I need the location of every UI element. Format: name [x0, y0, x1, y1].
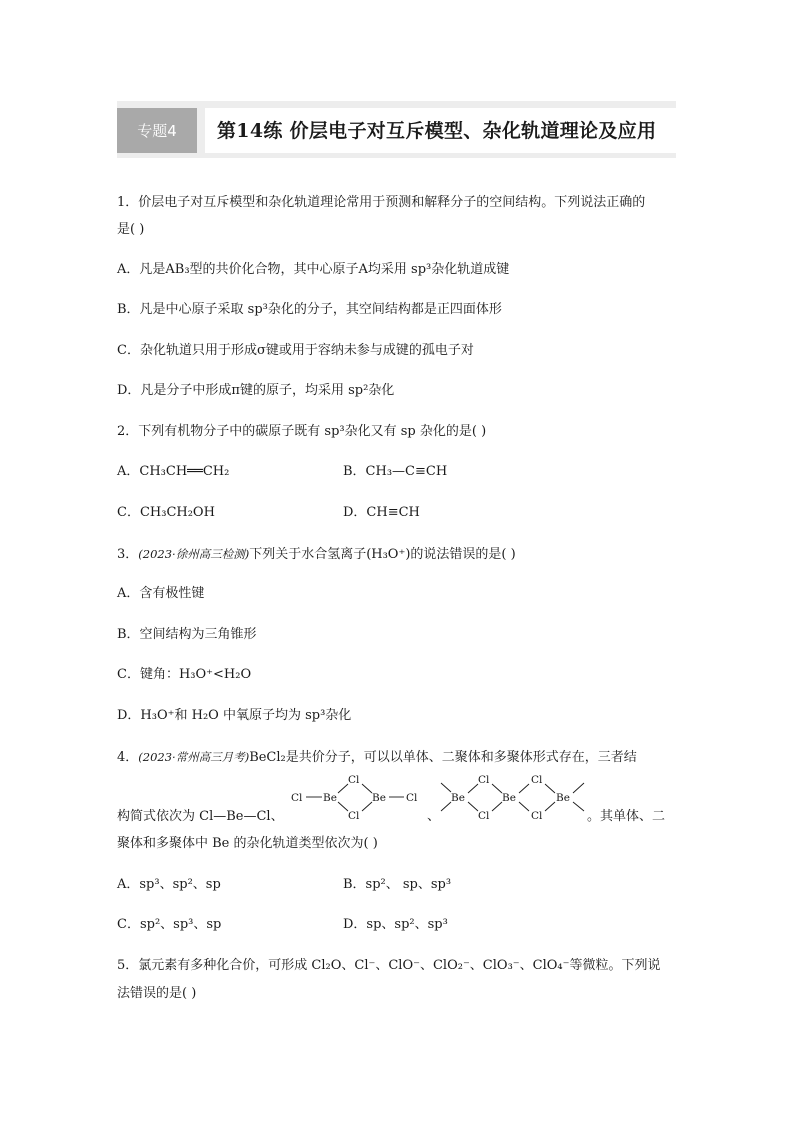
polymer-bond [441, 783, 451, 792]
q4-source: (2023·常州高三月考) [138, 750, 250, 764]
dimer-bond [338, 802, 348, 811]
q4-separator: 、 [427, 809, 441, 824]
polymer-bond [492, 784, 502, 793]
polymer-bond [492, 802, 502, 811]
q5-stem-line2: 法错误的是( ) [117, 986, 197, 1001]
q1-option-d: D．凡是分子中形成π键的原子，均采用 sp²杂化 [117, 383, 395, 398]
polymer-bond [545, 784, 555, 793]
polymer-bond [468, 802, 478, 811]
q1-option-b: B．凡是中心原子采取 sp³杂化的分子，其空间结构都是正四面体形 [117, 302, 502, 317]
q4-option-b: B．sp²、 sp、sp³ [343, 877, 452, 892]
q4-line2-prefix: 构简式依次为 Cl—Be—Cl、 [117, 809, 284, 824]
polymer-be-2: Be [502, 792, 516, 804]
polymer-bond [441, 802, 451, 811]
dimer-bond [338, 784, 348, 793]
q4-option-a: A．sp³、sp²、sp [117, 877, 221, 892]
q3-stem-text: 下列关于水合氢离子(H₃O⁺)的说法错误的是( ) [249, 547, 516, 562]
polymer-cl-bottom-1: Cl [478, 810, 490, 822]
topic-tag: 专题4 [117, 108, 197, 153]
q3-option-c: C．键角：H₃O⁺<H₂O [117, 667, 252, 682]
polymer-be-3: Be [556, 792, 570, 804]
q3-number: 3． [117, 547, 139, 562]
q1-option-c: C．杂化轨道只用于形成σ键或用于容纳未参与成键的孤电子对 [117, 343, 474, 358]
q4-number: 4． [117, 750, 139, 765]
q3-source: (2023·徐州高三检测) [138, 547, 250, 561]
polymer-be-1: Be [451, 792, 465, 804]
q2-option-a: A．CH₃CH══CH₂ [117, 464, 230, 479]
dimer-cl-bottom: Cl [348, 810, 360, 822]
dimer-cl-left: Cl [291, 792, 303, 804]
polymer-bond [519, 784, 529, 793]
q2-option-d: D．CH≡CH [343, 505, 420, 520]
q3-stem [117, 545, 516, 564]
dimer-bond [362, 802, 372, 811]
q2-option-c: C．CH₃CH₂OH [117, 505, 215, 520]
q2-option-b: B．CH₃—C≡CH [343, 464, 448, 479]
page-title: 第14练 价层电子对互斥模型、杂化轨道理论及应用 [217, 120, 657, 142]
q2-stem: 2．下列有机物分子中的碳原子既有 sp³杂化又有 sp 杂化的是( ) [117, 424, 487, 439]
q4-stem [117, 748, 637, 767]
polymer-bond [573, 783, 584, 793]
q4-line3: 聚体和多聚体中 Be 的杂化轨道类型依次为( ) [117, 836, 378, 851]
q3-option-b: B．空间结构为三角锥形 [117, 627, 257, 642]
q4-line2-suffix: 。其单体、二 [587, 809, 666, 824]
becl2-dimer-structure [288, 773, 428, 823]
polymer-cl-bottom-2: Cl [531, 810, 543, 822]
dimer-be-left: Be [323, 792, 337, 804]
q4-option-c: C．sp²、sp³、sp [117, 917, 222, 932]
dimer-bond [362, 784, 372, 793]
q5-stem-line1: 5．氯元素有多种化合价，可形成 Cl₂O、Cl⁻、ClO⁻、ClO₂⁻、ClO₃⁻、ClO₄⁻等微粒。下列说 [117, 958, 661, 973]
polymer-cl-top-2: Cl [531, 774, 543, 786]
dimer-cl-top: Cl [348, 774, 360, 786]
q3-option-d: D．H₃O⁺和 H₂O 中氧原子均为 sp³杂化 [117, 708, 352, 723]
polymer-bond [468, 784, 478, 793]
q1-stem-line2: 是( ) [117, 222, 145, 237]
q3-option-a: A．含有极性键 [117, 586, 205, 601]
polymer-cl-top-1: Cl [478, 774, 490, 786]
becl2-polymer-structure [438, 773, 598, 823]
polymer-bond [545, 802, 555, 811]
q4-option-d: D．sp、sp²、sp³ [343, 917, 448, 932]
q1-stem-line1: 1．价层电子对互斥模型和杂化轨道理论常用于预测和解释分子的空间结构。下列说法正确的 [117, 195, 646, 210]
q4-stem-text: BeCl₂是共价分子，可以以单体、二聚体和多聚体形式存在，三者结 [249, 750, 637, 765]
dimer-be-right: Be [372, 792, 386, 804]
dimer-cl-right: Cl [406, 792, 418, 804]
polymer-bond [519, 802, 529, 811]
polymer-bond [573, 802, 584, 811]
q1-option-a: A．凡是AB₃型的共价化合物，其中心原子A均采用 sp³杂化轨道成键 [117, 262, 510, 277]
